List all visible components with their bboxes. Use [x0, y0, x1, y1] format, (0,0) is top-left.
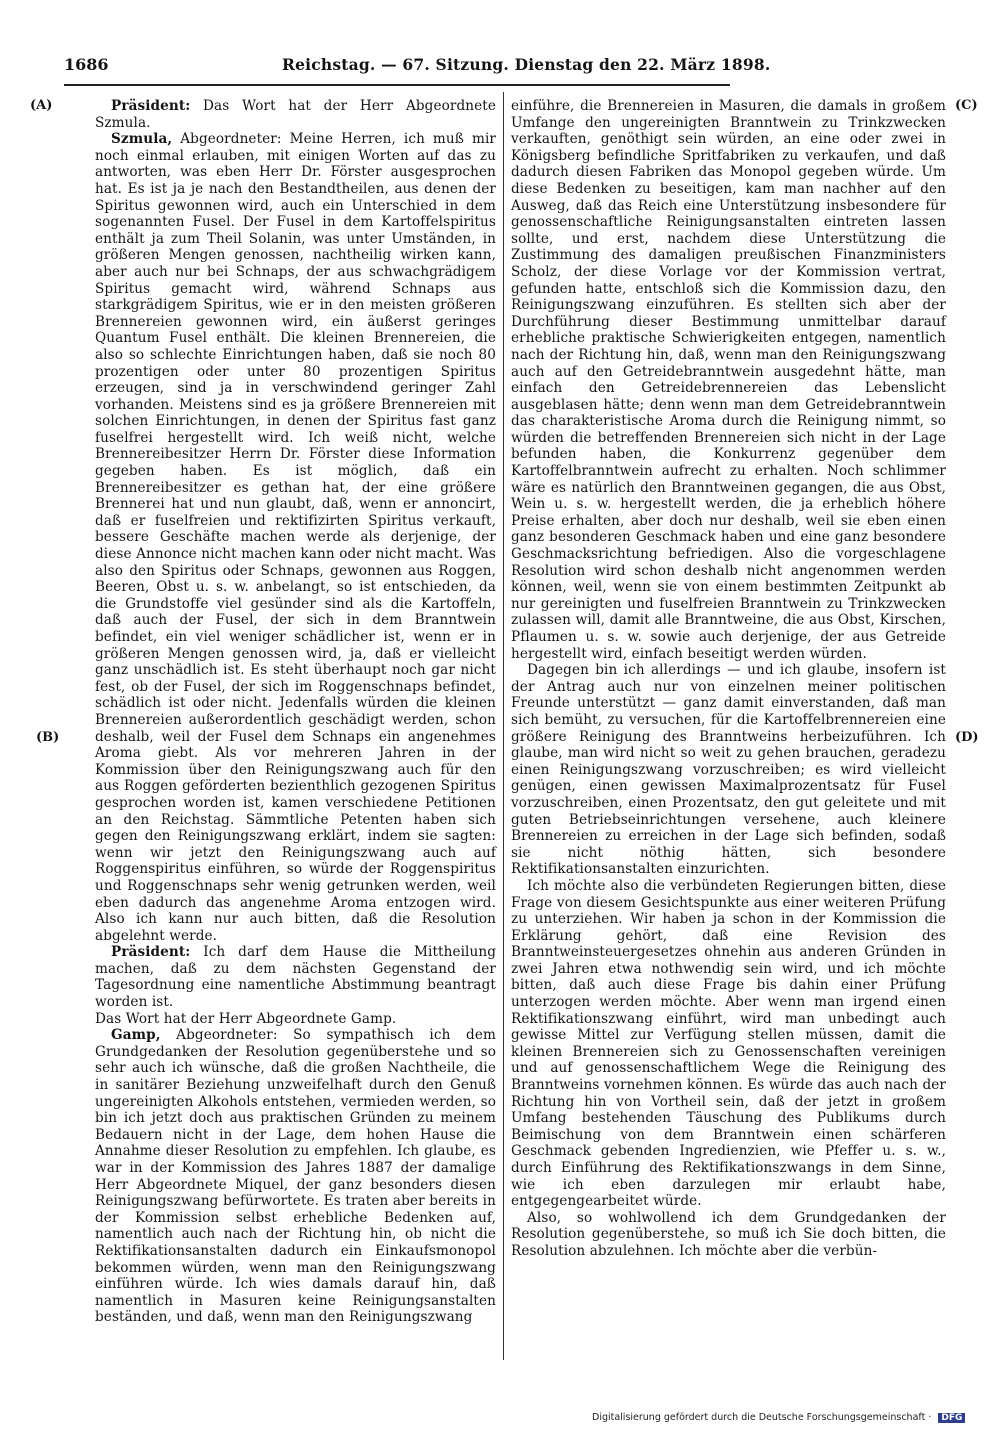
- speaker-name: Präsident:: [111, 98, 191, 114]
- paragraph-text: Ich darf dem Hause die Mittheilung machen, daß zu dem nächsten Gegenstand der Tagesordnung eine namentliche Abstimmung beantragt worden ist.: [95, 944, 496, 1011]
- margin-label-d: (D): [955, 730, 979, 745]
- paragraph: [511, 98, 946, 662]
- paragraph: [95, 98, 496, 131]
- paragraph-text: Ich möchte also die verbündeten Regierungen bitten, diese Frage von diesem Gesichtspunkte aus einer weiteren Prüfung zu unterziehen. Wir haben ja schon in der Kommission die Erklärung gehört, daß eine Revision des Branntweinsteuergesetzes ohnehin aus anderen Gründen in zwei Jahren etwa nothwendig sein wird, und ich möchte bitten, daß auch diese Frage bis dahin einer Prüfung unterzogen werden möchte. Aber wenn man irgend einen Rektifikationszwang einführt, wird man unbedingt auch gewisse Mittel zur Verfügung stellen müssen, damit die kleinen Brennereien sich zu Genossenschaften vereinigen und auf genossenschaftlichem Wege die Reinigung des Branntweins vornehmen können. Es würde das auch nach der Richtung hin von Vortheil sein, daß der jetzt in großem Umfang bestehenden Täuschung des Publikums durch Beimischung von dem Branntwein einen schärferen Geschmack gebenden Ingredienzien, wie Pfeffer u. s. w., durch Einführung des Rektifikationszwangs in dem Sinne, wie ich eben darzulegen mir erlaubt habe, entgegengearbeitet würde.: [511, 877, 946, 1210]
- paragraph: [95, 131, 496, 944]
- left-column: [95, 98, 496, 1326]
- paragraph: [511, 662, 946, 878]
- paragraph: [511, 878, 946, 1210]
- speaker-name: Präsident:: [111, 944, 191, 961]
- margin-label-c: (C): [955, 98, 978, 113]
- paragraph-text: Das Wort hat der Herr Abgeordnete Gamp.: [95, 1010, 397, 1027]
- running-title: Reichstag. — 67. Sitzung. Dienstag den 22. März 1898.: [282, 55, 771, 74]
- footer-text: Digitalisierung gefördert durch die Deutsche Forschungsgemeinschaft ·: [592, 1412, 932, 1423]
- dfg-logo: DFG: [938, 1413, 965, 1423]
- paragraph: [511, 1210, 946, 1260]
- paragraph-text: Also, so wohlwollend ich dem Grundgedanken der Resolution gegenüberstehe, so muß ich Sie doch bitten, die Resolution abzulehnen. Ich möchte aber die verbün-: [511, 1209, 946, 1259]
- margin-label-a: (A): [30, 98, 53, 113]
- page-header: [64, 55, 771, 79]
- page-number: 1686: [64, 55, 109, 74]
- paragraph-text: Abgeordneter: Meine Herren, ich muß mir noch einmal erlauben, mit einigen Worten auf das zu antworten, was eben Herr Dr. Förster ausgesprochen hat. Es ist ja je nach den Bestandtheilen, aus denen der Spiritus gewonnen wird, auch ein Unterschied in dem sogenannten Fusel. Der Fusel in dem Kartoffelspiritus enthält ja zum Theil Solanin, was unter Umständen, in größeren Mengen genossen, nachtheilig wirken kann, aber auch nur bei Schnaps, der aus schwachgrädigem Spiritus gemacht wird, während Schnaps aus starkgrädigem Spiritus, wie er in den meisten größeren Brennereien gewonnen wird, ein äußerst geringes Quantum Fusel enthält. Die kleinen Brennereien, die also so schlechte Einrichtungen haben, daß sie noch 80 prozentigen oder unter 80 prozentigen Spiritus erzeugen, sind ja in verschwindend geringer Zahl vorhanden. Meistens sind es ja größere Brennereien mit solchen Einrichtungen, in denen der Spiritus fast ganz fuselfrei hergestellt wird. Ich weiß nicht, welche Brennereibesitzer Herrn Dr. Förster diese Information gegeben haben. Es ist möglich, daß ein Brennereibesitzer es gethan hat, der eine größere Brennerei hat und nun glaubt, daß, wenn er annoncirt, daß er fuselfreien und rektifizirten Spiritus verkauft, bessere Geschäfte machen werde als derjenige, der diese Annonce nicht machen kann oder nicht macht. Was also den Spiritus oder Schnaps, gewonnen aus Roggen, Beeren, Obst u. s. w. anbelangt, so ist entschieden, da die Grundstoffe viel gesünder sind als die Kartoffeln, daß auch der Fusel, der sich in dem Branntwein befindet, ein viel weniger schädlicher ist, wenn er in größeren Mengen genossen wird, ja, daß er vielleicht ganz unschädlich ist. Es steht überhaupt noch gar nicht fest, ob der Fusel, der sich im Roggenschnaps befindet, schädlich ist oder nicht. Jedenfalls würden die kleinen Brennereien außerordentlich geschädigt werden, schon deshalb, weil der Fusel dem Schnaps ein angenehmes Aroma giebt. Als vor mehreren Jahren in der Kommission über den Reinigungszwang auch für den aus Roggen geförderten bezienthlich gezogenen Spiritus gesprochen worden ist, kamen verschiedene Petitionen an den Reichstag. Sämmtliche Petenten haben sich gegen den Reinigungszwang erklärt, indem sie sagten: wenn wir jetzt den Reinigungszwang auch auf Roggenspiritus einführen, so würde der Roggenspiritus und Roggenschnaps sehr wenig getrunken werden, weil eben dadurch das angenehme Aroma entzogen wird. Also ich kann nur auch bitten, daß die Resolution abgelehnt werde.: [95, 131, 496, 944]
- speaker-name: Szmula,: [111, 131, 173, 148]
- right-column: [511, 98, 946, 1260]
- paragraph-text: Abgeordneter: So sympathisch ich dem Grundgedanken der Resolution gegenüberstehe und so sehr auch ich wünsche, daß die großen Nachtheile, die in sanitärer Beziehung unzweifelhaft durch den Genuß ungereinigten Alkohols entstehen, vermieden werden, so bin ich jetzt doch aus praktischen Gründen zu meinem Bedauern nicht in der Lage, dem hohen Hause die Annahme dieser Resolution zu empfehlen. Ich glaube, es war in der Kommission des Jahres 1887 der damalige Herr Abgeordnete Miquel, der ganz besonders diesen Reinigungszwang befürwortete. Es traten aber bereits in der Kommission selbst erhebliche Bedenken auf, namentlich auch nach der Richtung hin, ob nicht die Rektifikationsanstalten dadurch ein Einkaufsmonopol bekommen würden, wenn man den Reinigungszwang einführen würde. Ich wies damals darauf hin, daß namentlich in Masuren keine Reinigungsanstalten beständen, und daß, wenn man den Reinigungszwang: [95, 1027, 496, 1326]
- paragraph-text: einführe, die Brennereien in Masuren, die damals in großem Umfange den ungereinigten Branntwein zu Trinkzwecken verkauften, genöthigt sein würden, an eine oder zwei in Königsberg befindliche Spritfabriken zu verkaufen, und daß dadurch diesen Fabriken das Monopol gegeben würde. Um diese Bedenken zu beseitigen, kam man nachher auf den Ausweg, daß das Reich eine Unterstützung insbesondere für genossenschaftliche Reinigungsanstalten eintreten lassen sollte, und erst, nachdem diese Unterstützung die Zustimmung des damaligen preußischen Finanzministers Scholz, der diese Vorlage vor der Kommission vertrat, gefunden hatte, entschloß sich die Kommission dazu, den Reinigungszwang einzuführen. Es stellten sich aber der Durchführung dieser Bestimmung unmittelbar darauf erhebliche praktische Schwierigkeiten entgegen, namentlich nach der Richtung hin, daß, wenn man den Reinigungszwang auch auf den Getreidebranntwein ausgedehnt hätte, man einfach den Getreidebrennereien das Lebenslicht ausgeblasen hätte; denn wenn man dem Getreidebranntwein das charakteristische Aroma durch die Reinigung nimmt, so würden die betreffenden Brennereien sich nicht in der Lage befunden haben, die Konkurrenz gegenüber dem Kartoffelbranntwein aufrecht zu erhalten. Noch schlimmer wäre es natürlich den Branntweinen gegangen, die aus Obst, Wein u. s. w. hergestellt werden, die ja erheblich höhere Preise erhalten, aber doch nur deshalb, weil sie eben einen ganz besonderen Geschmack haben und eine ganz besondere Geschmacksrichtung befriedigen. Also die vorgeschlagene Resolution wird schon deshalb nicht angenommen werden können, weil, wenn sie von einem bestimmten Zeitpunkt ab nur gereinigten und fuselfreien Branntwein zu Trinkzwecken zulassen will, damit alle Branntweine, die aus Obst, Kirschen, Pflaumen u. s. w. sowie auch derjenige, der aus Getreide hergestellt wird, einfach beseitigt werden würden.: [511, 98, 946, 662]
- speaker-name: Gamp,: [111, 1027, 161, 1044]
- margin-label-b: (B): [36, 730, 60, 745]
- column-divider: [503, 92, 504, 1360]
- paragraph: [95, 1027, 496, 1326]
- paragraph-text: Das Wort hat der Herr Abgeordnete Szmula.: [95, 98, 496, 131]
- paragraph-text: Dagegen bin ich allerdings — und ich glaube, insofern ist der Antrag auch nur von einzelnen meiner politischen Freunde unterstützt — ganz damit einverstanden, daß man sich bemüht, zu versuchen, für die Kartoffelbrennereien eine größere Reinigung des Branntweins herbeizuführen. Ich glaube, man wird nicht so weit zu gehen brauchen, geradezu einen Reinigungszwang vorzuschreiben; es wird vielleicht genügen, einen gewissen Maximalprozentsatz für Fusel vorzuschreiben, einen Prozentsatz, den gut geleitete und mit guten Betriebseinrichtungen versehene, auch kleinere Brennereien zu erreichen in der Lage sich befinden, sodaß sie nicht nöthig hätten, sich besondere Rektifikationsanstalten einzurichten.: [511, 662, 946, 878]
- digitization-footer: [592, 1412, 965, 1423]
- paragraph: [95, 944, 496, 1010]
- paragraph: [95, 1011, 496, 1028]
- header-rule: [64, 84, 730, 86]
